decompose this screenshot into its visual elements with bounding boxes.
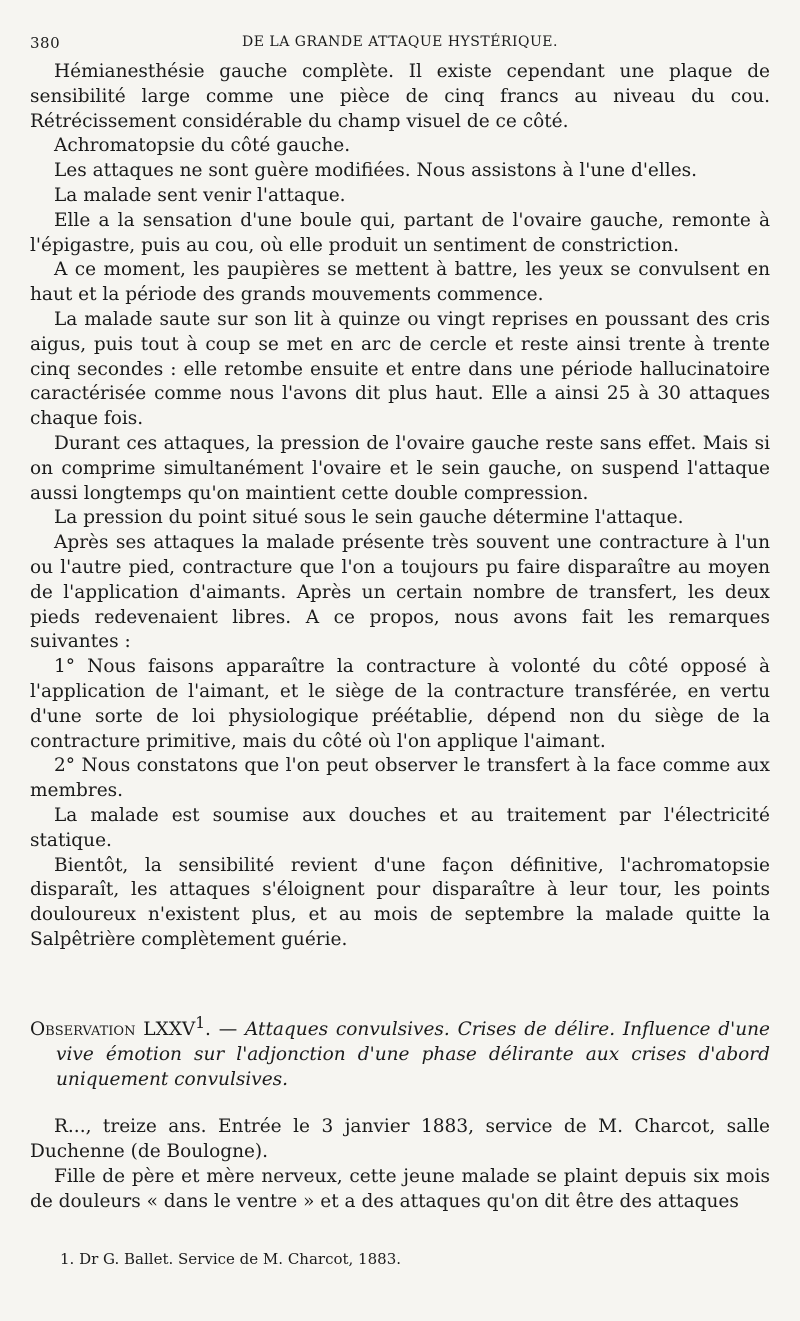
paragraph: La malade saute sur son lit à quinze ou vingt reprises en poussant des cris aigus, puis tout à coup se met en arc de cercle et reste ainsi trente à trente cinq secondes : elle retombe ensuite et entre dans une période hallucinatoire caractérisée comme nous l'avons dit plus haut. Elle a ainsi 25 à 30 attaques chaque fois. [30,308,770,430]
paragraph: R..., treize ans. Entrée le 3 janvier 1883, service de M. Charcot, salle Duchenne (de Boulogne). [30,1115,770,1162]
paragraph: La malade sent venir l'attaque. [54,184,346,206]
paragraph: 2° Nous constatons que l'on peut observer le transfert à la face comme aux membres. [30,755,770,802]
paragraph: Elle a la sensation d'une boule qui, partant de l'ovaire gauche, remonte à l'épigastre, puis au cou, où elle produit un sentiment de constriction. [30,209,770,256]
paragraph: Durant ces attaques, la pression de l'ovaire gauche reste sans effet. Mais si on comprime simultanément l'ovaire et le sein gauche, on suspend l'attaque aussi longtemps qu'on maintient cette double compression. [30,432,770,504]
observation-title: Attaques convulsives. Crises de délire. Influence d'une vive émotion sur l'adjonction d'une phase délirante aux crises d'abord uniquement convulsives. [56,1018,770,1090]
observation-label: Observation LXXV [30,1018,196,1040]
paragraph: La malade est soumise aux douches et au traitement par l'électricité statique. [30,804,770,851]
body-text [30,60,770,953]
footnote: 1. Dr G. Ballet. Service de M. Charcot, 1883. [60,1250,402,1268]
paragraph: A ce moment, les paupières se mettent à battre, les yeux se convulsent en haut et la période des grands mouvements commence. [30,259,770,306]
observation-heading [30,1011,770,1092]
observation-dash: . — [205,1018,245,1040]
running-title: DE LA GRANDE ATTAQUE HYSTÉRIQUE. [242,34,558,50]
paragraph: Bientôt, la sensibilité revient d'une façon définitive, l'achromatopsie disparaît, les attaques s'éloignent pour disparaître à leur tour, les points douloureux n'existent plus, et au mois de septembre la malade quitte la Salpêtrière complètement guérie. [30,854,770,950]
paragraph: Hémianesthésie gauche complète. Il existe cependant une plaque de sensibilité large comme une pièce de cinq francs au niveau du cou. Rétrécissement considérable du champ visuel de ce côté. [30,61,770,132]
page-number: 380 [30,34,61,52]
paragraph: 1° Nous faisons apparaître la contracture à volonté du côté opposé à l'application de l'aimant, et le siège de la contracture transférée, en vertu d'une sorte de loi physiologique préétablie, dépend non du siège de la contracture primitive, mais du côté où l'on applique l'aimant. [30,656,770,752]
page-header [30,30,770,60]
paragraph: Fille de père et mère nerveux, cette jeune malade se plaint depuis six mois de douleurs « dans le ventre » et a des attaques qu'on dit être des attaques [30,1165,770,1212]
page [30,30,770,1214]
footnote-mark: 1 [195,1013,206,1032]
paragraph: Les attaques ne sont guère modifiées. Nous assistons à l'une d'elles. [54,160,698,182]
paragraph: Achromatopsie du côté gauche. [54,135,351,157]
paragraph: La pression du point situé sous le sein gauche détermine l'attaque. [54,507,684,529]
paragraph: Après ses attaques la malade présente très souvent une contracture à l'un ou l'autre pied, contracture que l'on a toujours pu faire disparaître au moyen de l'application d'aimants. Après un certain nombre de transfert, les deux pieds redevenaient libres. A ce propos, nous avons fait les remarques suivantes : [30,532,770,653]
body-text-continued [30,1114,770,1214]
